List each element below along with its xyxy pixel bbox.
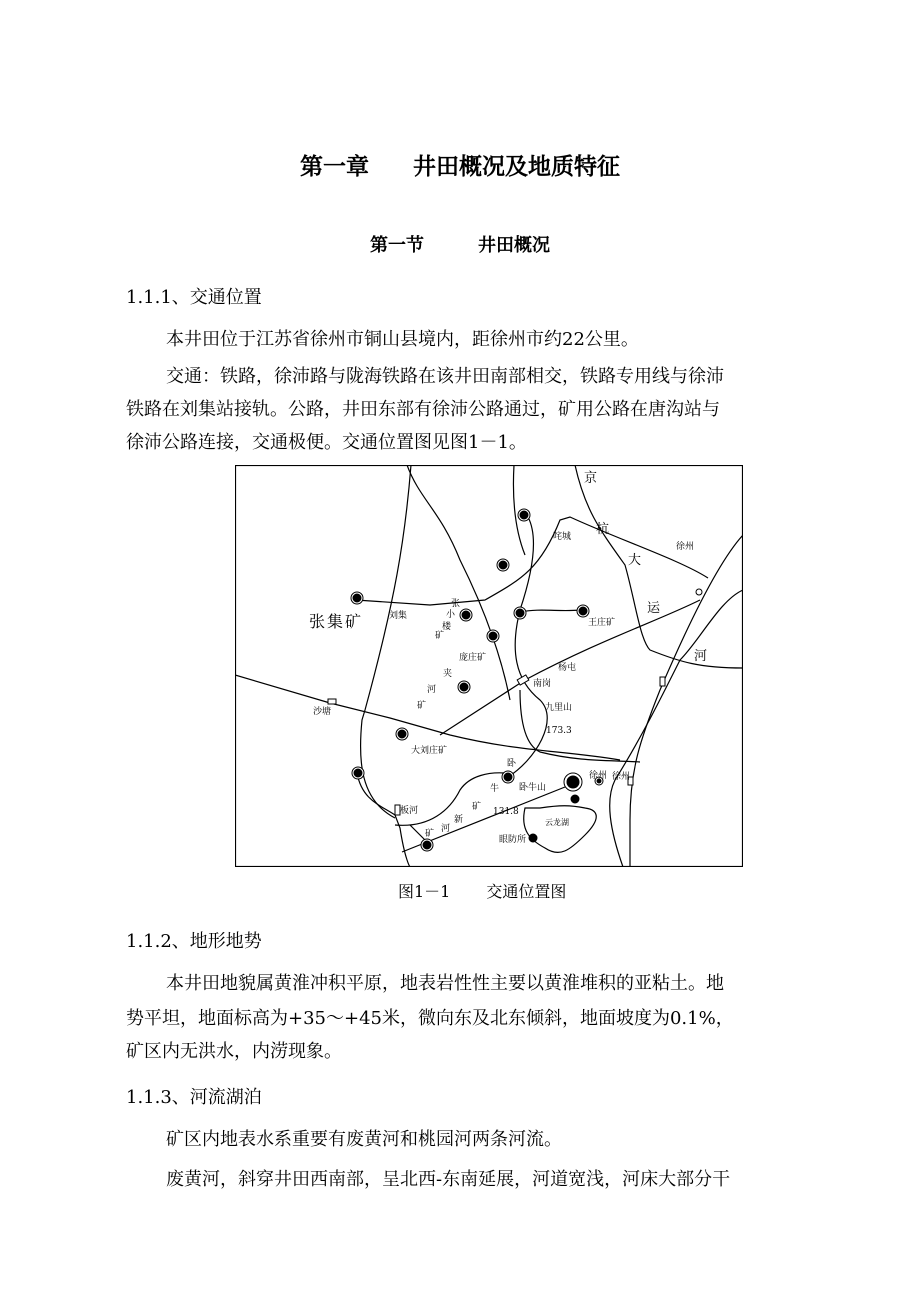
map-label: 新 (454, 815, 464, 825)
map-label: 131.8 (493, 807, 519, 817)
paragraph-line: 废黄河，斜穿井田西南部，呈北西-东南延展，河道宽浅，河床大部分干 (166, 1169, 731, 1190)
map-label: 眼防所 (499, 835, 527, 845)
map-label: 楼 (442, 622, 452, 632)
map-label: 咤城 (553, 532, 572, 542)
map-label: 卧牛山 (519, 783, 547, 793)
map-label: 张集矿 (309, 612, 364, 631)
paragraph: 本井田位于江苏省徐州市铜山县境内，距徐州市约22公里。 (166, 329, 639, 350)
map-label: 南岗 (533, 679, 552, 689)
paragraph-line: 徐沛公路连接，交通极便。交通位置图见图1－1。 (126, 432, 527, 453)
map-label: 河 (694, 649, 708, 664)
map-label: 庞庄矿 (459, 653, 487, 663)
paragraph-line: 矿区内无洪水，内涝现象。 (126, 1041, 342, 1062)
map-label: 云龙湖 (545, 818, 569, 827)
map-label: 杨屯 (558, 663, 577, 673)
paragraph-line: 矿区内地表水系重要有废黄河和桃园河两条河流。 (166, 1129, 562, 1150)
map-label: 矿 (425, 829, 435, 839)
heading-1-1-3: 1.1.3、河流湖泊 (126, 1087, 262, 1108)
map-label: 大 (628, 553, 642, 568)
map-label: 矿 (417, 701, 427, 711)
heading-1-1-1: 1.1.1、交通位置 (126, 287, 262, 308)
paragraph-line: 本井田地貌属黄淮冲积平原，地表岩性性主要以黄淮堆积的亚粘土。地 (166, 973, 724, 994)
map-label: 河 (441, 824, 451, 834)
map-label: 矿 (435, 631, 445, 641)
map-label: 夹 (443, 669, 453, 679)
map-label: 沙塘 (313, 707, 332, 717)
figure-number: 图1－1 (398, 882, 451, 901)
map-label: 京 (584, 471, 598, 486)
paragraph-line: 势平坦，地面标高为+35～+45米，微向东及北东倾斜，地面坡度为0.1%， (126, 1008, 734, 1029)
map-label: 王庄矿 (588, 618, 616, 628)
map-label: 牛 (490, 784, 500, 794)
figure-caption (398, 879, 566, 902)
map-label: 杭 (596, 522, 610, 537)
map-label: 张 (451, 599, 461, 609)
chapter-name: 井田概况及地质特征 (413, 154, 620, 180)
chapter-title (0, 148, 920, 181)
figure-title: 交通位置图 (486, 882, 567, 901)
map-label: 173.3 (546, 726, 572, 736)
paragraph-line: 铁路在刘集站接轨。公路，井田东部有徐沛公路通过，矿用公路在唐沟站与 (126, 399, 720, 420)
map-label: 刘集 (389, 611, 408, 621)
map-label: 大刘庄矿 (411, 746, 448, 756)
map-label: 运 (647, 601, 661, 616)
map-label: 河 (427, 685, 437, 695)
paragraph-line: 交通：铁路，徐沛路与陇海铁路在该井田南部相交，铁路专用线与徐沛 (166, 366, 724, 387)
heading-1-1-2: 1.1.2、地形地势 (126, 931, 262, 952)
map-label: 徐州 (676, 542, 695, 552)
section-name: 井田概况 (478, 235, 550, 256)
map-label: 九里山 (545, 703, 573, 713)
section-title (0, 231, 920, 257)
chapter-number: 第一章 (300, 154, 369, 180)
map-label: 卧 (507, 759, 517, 769)
traffic-location-map (235, 465, 743, 867)
map-label: 小 (446, 610, 456, 620)
map-label: 板河 (400, 806, 419, 816)
map-label: 徐州 (612, 772, 631, 782)
map-label: 徐州 (589, 771, 608, 781)
map-label: 矿 (472, 802, 482, 812)
section-number: 第一节 (370, 235, 424, 256)
